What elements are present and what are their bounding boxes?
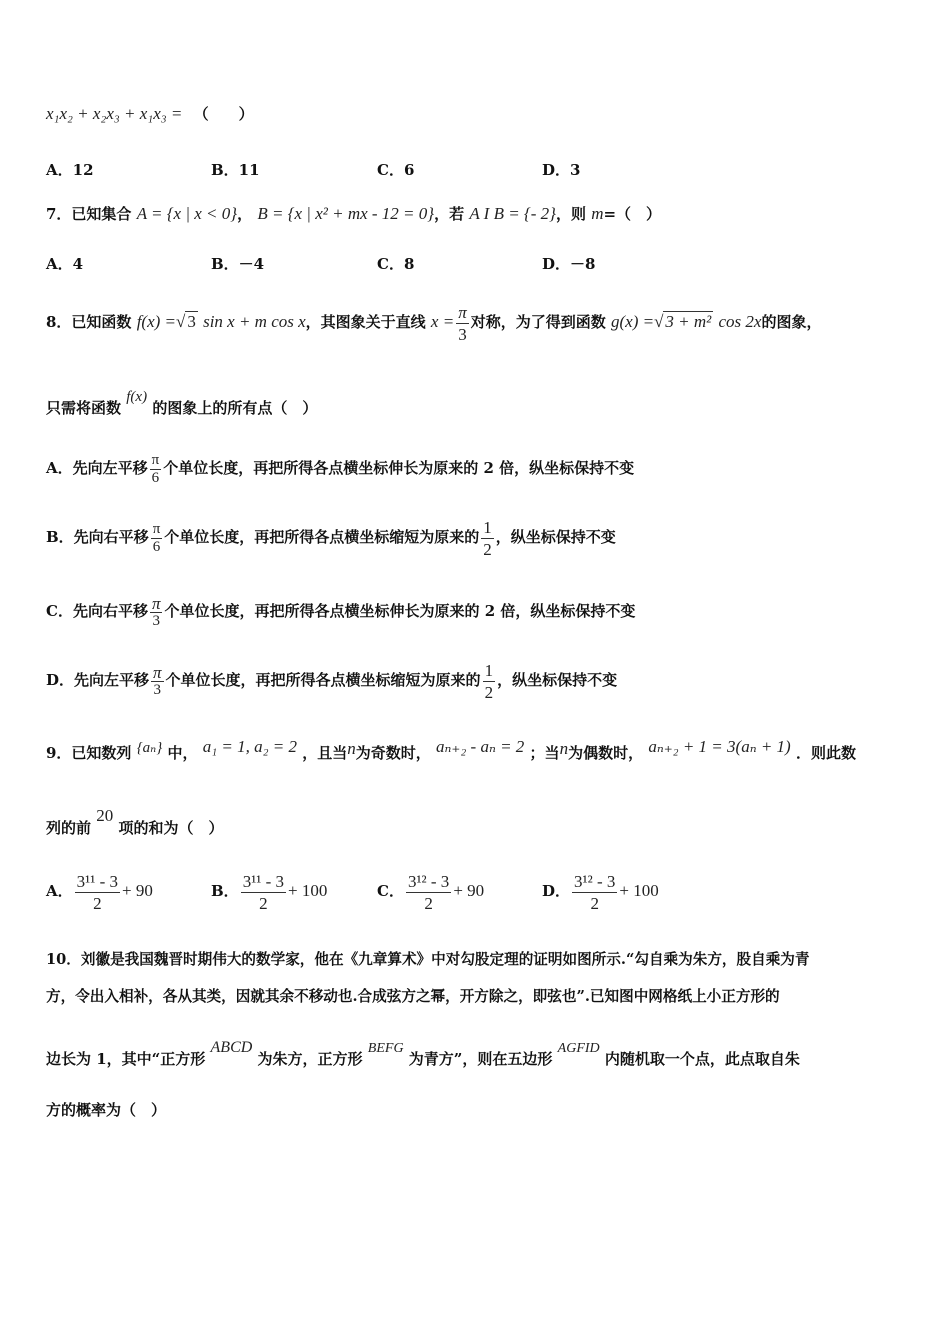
- q10-line2: 方，令出入相补，各从其类，因就其余不移动也.合成弦方之幂，开方除之，即弦也”.已知图中网格纸上小正方形的: [46, 988, 780, 1005]
- q8-fx-rest: sin x + m cos x: [203, 312, 306, 331]
- q8-gx: g(x) =: [610, 312, 655, 331]
- q9-option-c-label: C．: [377, 882, 404, 900]
- q8-sqrt-g: 3 + m²: [665, 312, 712, 331]
- q9-option-b[interactable]: [211, 866, 327, 916]
- q7-option-c[interactable]: C．8: [377, 255, 415, 273]
- q7-option-b[interactable]: B．－4: [211, 255, 265, 273]
- q10-line3-a: 边长为 1，其中“正方形: [46, 1050, 206, 1068]
- q8-option-a[interactable]: [46, 450, 634, 487]
- q9-stem-line2: [46, 806, 224, 838]
- q6-option-b[interactable]: B．11: [211, 161, 260, 179]
- q8-option-b-text: 个单位长度，再把所得各点横坐标缩短为原来的: [164, 528, 480, 546]
- q9-recurrence-odd: aₙ₊₂ - aₙ = 2: [436, 737, 525, 756]
- q8-option-c[interactable]: [46, 593, 635, 630]
- q8-sqrt3: 3: [187, 312, 196, 331]
- q8-stem-line2: [46, 389, 318, 419]
- q9-stem: [46, 737, 856, 764]
- q9-option-c-fraction: $\frac{\text{3¹² - 3}}{2}$: [407, 871, 450, 913]
- q9-option-d-tail: + 100: [619, 881, 659, 900]
- q9-text-5: 为偶数时，: [568, 744, 644, 762]
- q7-option-a[interactable]: A．4: [46, 255, 84, 273]
- q8-fx: f(x) =: [136, 312, 176, 331]
- q9-text-2: ，且当: [302, 744, 348, 762]
- q8-option-a-text: 个单位长度，再把所得各点横坐标伸长为原来的 2 倍，纵坐标保持不变: [163, 459, 635, 477]
- q8-option-d[interactable]: [46, 657, 617, 703]
- q10-line3-c: 为青方”，则在五边形: [408, 1050, 553, 1068]
- q10-line4: 方的概率为（ ）: [46, 1101, 167, 1119]
- q7-m: m: [591, 204, 604, 223]
- q7-stem: [46, 204, 661, 224]
- q8-option-d-label: D．先向左平移: [46, 671, 150, 689]
- q8-option-a-label: A．先向左平移: [46, 459, 148, 477]
- q9-text-1: 中，: [167, 744, 198, 762]
- q8-stem: 8．已知函数 f(x) =√ 3 sin x + m cos x，其图象关于直线 x = $\frac{\pi}{3}$ 对称，为了得到函数 g(x) =√ 3 + m² cos 2x的图象，: [46, 302, 822, 344]
- q9-line2-b: 项的和为（ ）: [118, 819, 224, 837]
- q9-option-c-tail: + 90: [453, 881, 485, 900]
- q9-n-1: n: [347, 739, 356, 758]
- q10-line3: [46, 1039, 800, 1071]
- q9-option-b-label: B．: [211, 882, 239, 900]
- q7-option-d[interactable]: D．－8: [542, 255, 596, 273]
- q8-option-b-fraction: $\frac{\pi}{6}$: [152, 520, 161, 555]
- q6-options: [46, 160, 906, 180]
- q7-intersection: A I B = {- 2}: [469, 204, 556, 223]
- q10-abcd: ABCD: [210, 1039, 253, 1056]
- q9-recurrence-even: aₙ₊₂ + 1 = 3(aₙ + 1): [648, 737, 791, 756]
- q9-option-d[interactable]: [542, 866, 659, 916]
- q9-options: [46, 866, 906, 916]
- q9-initial: a₁ = 1, a₂ = 2: [202, 737, 298, 756]
- q6-expression-line: [46, 104, 254, 124]
- q6-expression: x₁x₂ + x₂x₃ + x₁x₃ =: [46, 104, 183, 123]
- q8-line2-a: 只需将函数: [46, 399, 122, 417]
- q10-agfid: AGFID: [557, 1041, 600, 1056]
- q8-cos2x: cos 2x: [718, 312, 762, 331]
- q8-option-b-label: B．先向右平移: [46, 528, 149, 546]
- q8-option-c-fraction: $\frac{\pi}{3}$: [151, 593, 161, 629]
- q8-option-d-tail: ，纵坐标保持不变: [497, 671, 618, 689]
- q9-option-a-tail: + 90: [122, 881, 153, 900]
- q9-option-b-fraction: $\frac{\text{3¹¹ - 3}}{2}$: [242, 871, 285, 913]
- q9-text-4: ；当: [529, 744, 560, 762]
- q6-option-c[interactable]: C．6: [377, 161, 415, 179]
- q8-option-d-fraction: $\frac{\pi}{3}$: [153, 662, 162, 698]
- q9-text-6: ．则此数: [795, 744, 856, 762]
- q9-option-b-tail: + 100: [288, 881, 328, 900]
- q10-line1: 10．刘徽是我国魏晋时期伟大的数学家，他在《九章算术》中对勾股定理的证明如图所示.“勾自乘为朱方，股自乘为青: [46, 951, 810, 968]
- q6-option-d[interactable]: D．3: [542, 161, 581, 179]
- q8-text-3: 的图象，: [761, 313, 822, 331]
- q9-option-a[interactable]: [46, 866, 153, 916]
- q8-option-b-half: $\frac{1}{2}$: [483, 517, 492, 559]
- q8-option-a-fraction: $\frac{\pi}{6}$: [151, 451, 160, 486]
- q8-option-c-label: C．先向右平移: [46, 602, 148, 620]
- q8-option-d-half: $\frac{1}{2}$: [484, 660, 494, 702]
- q7-comma: ，: [237, 205, 253, 223]
- q7-options: [46, 254, 906, 274]
- q7-set-b: B = {x | x² + mx - 12 = 0}: [257, 204, 435, 223]
- q7-if: ，若: [434, 205, 465, 223]
- q9-option-d-label: D．: [542, 882, 571, 900]
- q8-option-b-tail: ，纵坐标保持不变: [495, 528, 616, 546]
- q10-line3-b: 为朱方，正方形: [257, 1050, 363, 1068]
- q9-number: 9．已知数列: [46, 744, 132, 762]
- q8-option-c-text: 个单位长度，再把所得各点横坐标伸长为原来的 2 倍，纵坐标保持不变: [164, 602, 636, 620]
- q8-option-b[interactable]: [46, 514, 616, 560]
- q7-set-a: A = {x | x < 0}: [136, 204, 238, 223]
- q9-twenty: 20: [96, 806, 114, 825]
- q6-paren: （ ）: [193, 105, 254, 123]
- q7-then: ，则: [555, 205, 586, 223]
- q10-befg: BEFG: [367, 1041, 404, 1056]
- q8-text-1: ，其图象关于直线: [305, 313, 426, 331]
- q8-fx-sup: f(x): [126, 389, 148, 405]
- q9-text-3: 为奇数时，: [355, 744, 431, 762]
- q8-text-2: 对称，为了得到函数: [470, 313, 606, 331]
- q8-line2-b: 的图象上的所有点（ ）: [152, 399, 318, 417]
- q6-option-a[interactable]: A．12: [46, 161, 94, 179]
- q7-number: 7．已知集合: [46, 205, 132, 223]
- q8-pi-over-3: $\frac{\pi}{3}$: [458, 302, 467, 344]
- q8-number: 8．已知函数: [46, 313, 132, 331]
- q10-line3-d: 内随机取一个点，此点取自朱: [604, 1050, 800, 1068]
- q9-line2-a: 列的前: [46, 819, 92, 837]
- q8-option-d-text: 个单位长度，再把所得各点横坐标缩短为原来的: [165, 671, 481, 689]
- q9-sequence: {aₙ}: [136, 740, 163, 756]
- q9-option-c[interactable]: [377, 866, 484, 916]
- q9-option-a-fraction: $\frac{\text{3¹¹ - 3}}{2}$: [76, 871, 118, 913]
- q9-option-a-label: A．: [46, 882, 73, 900]
- q7-eq-paren: =（ ）: [603, 205, 662, 223]
- q9-option-d-fraction: $\frac{\text{3¹² - 3}}{2}$: [574, 871, 616, 913]
- q8-x-eq: x =: [430, 312, 455, 331]
- q9-n-2: n: [559, 739, 569, 758]
